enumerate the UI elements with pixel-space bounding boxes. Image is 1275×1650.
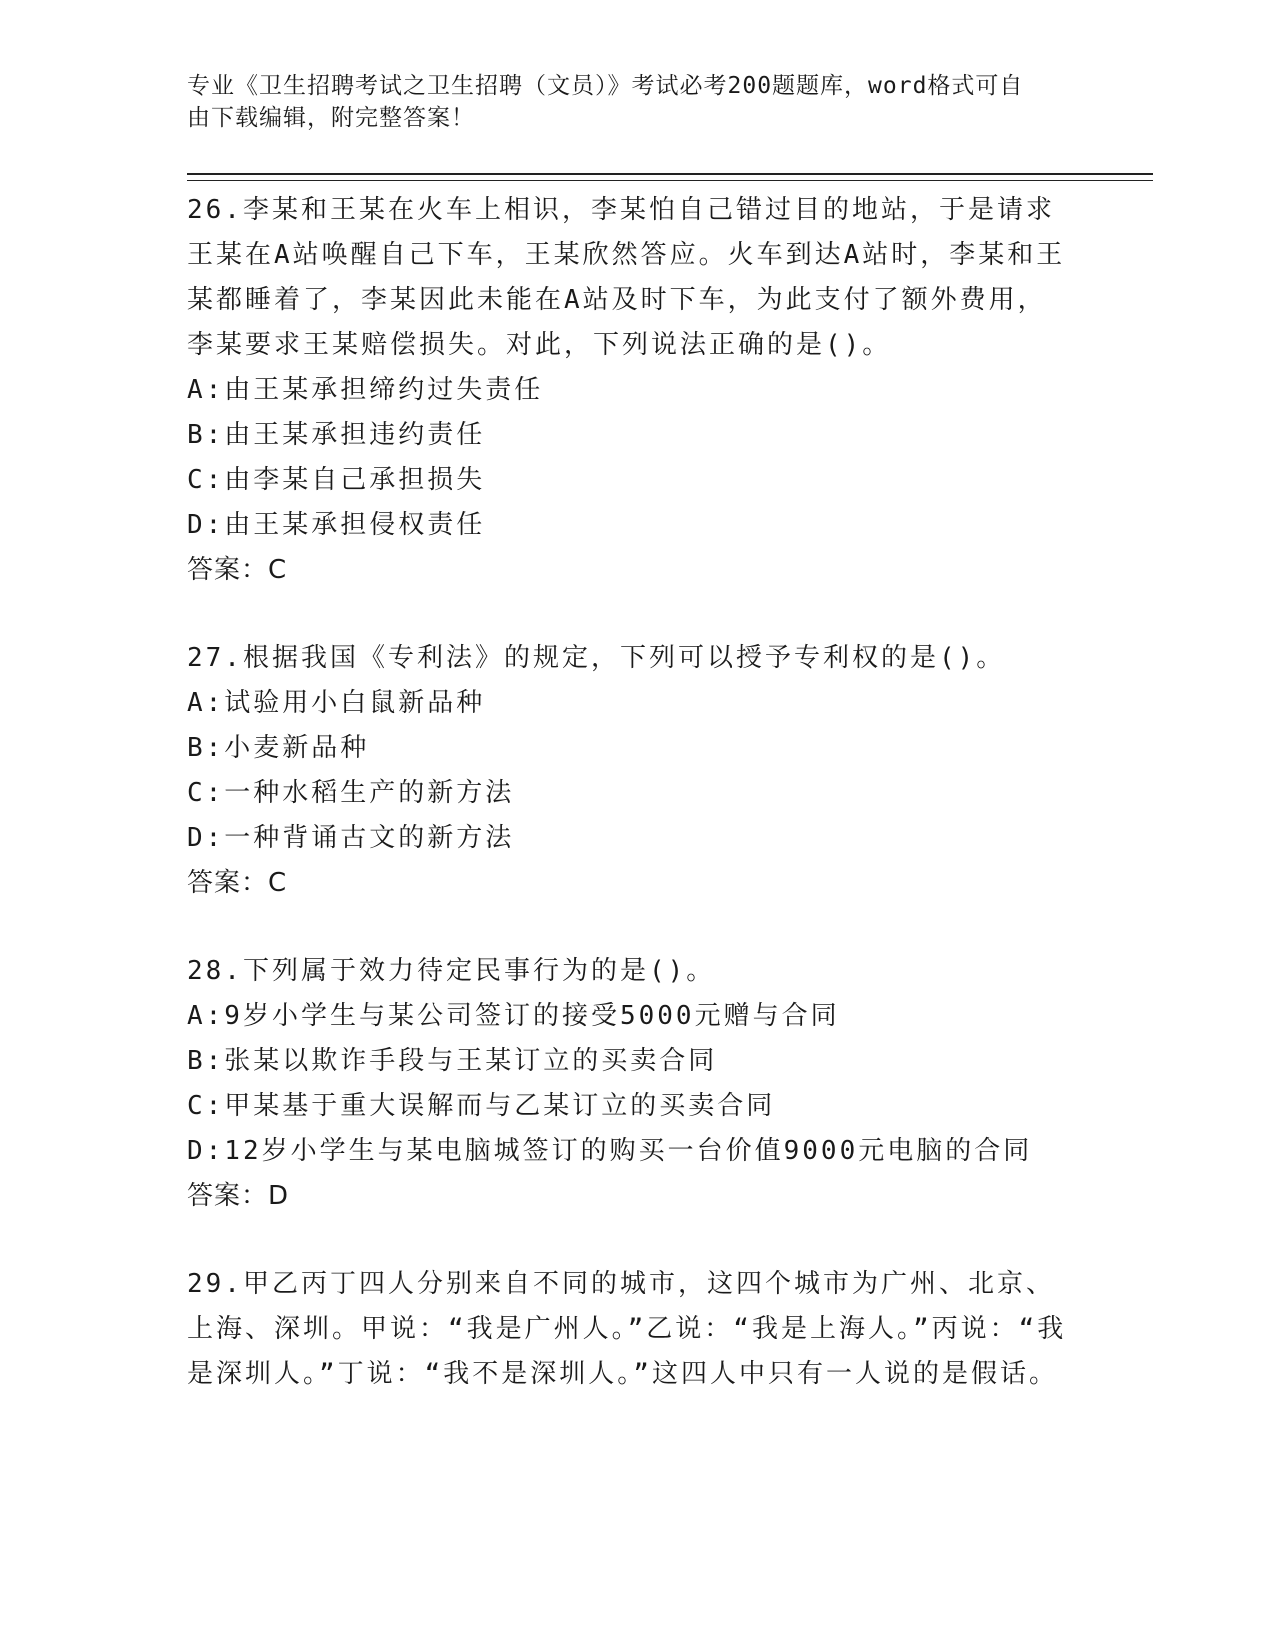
option-c: C:一种水稻生产的新方法 (187, 778, 515, 808)
question-stem: 29.甲乙丙丁四人分别来自不同的城市，这四个城市为广州、北京、上海、深圳。甲说：“我是广州人。”乙说：“我是上海人。”丙说：“我是深圳人。”丁说：“我不是深圳人。”这四人中只有一人说的是假话。 (187, 1269, 1067, 1389)
question-stem: 28.下列属于效力待定民事行为的是()。 (187, 956, 716, 986)
question-stem: 27.根据我国《专利法》的规定，下列可以授予专利权的是()。 (187, 643, 1006, 673)
header-divider-thick (187, 173, 1153, 175)
question-29 (187, 1262, 1067, 1397)
option-b: B:小麦新品种 (187, 733, 370, 763)
question-27 (187, 636, 1067, 906)
header-line-2: 由下载编辑，附完整答案！ (187, 105, 475, 131)
option-d: D:由王某承担侵权责任 (187, 510, 486, 540)
option-b: B:张某以欺诈手段与王某订立的买卖合同 (187, 1046, 718, 1076)
question-stem: 26.李某和王某在火车上相识，李某怕自己错过目的地站，于是请求王某在A站唤醒自己下车，王某欣然答应。火车到达A站时，李某和王某都睡着了，李某因此未能在A站及时下车，为此支付了额外费用，李某要求王某赔偿损失。对此，下列说法正确的是()。 (187, 195, 1066, 360)
option-d: D:12岁小学生与某电脑城签订的购买一台价值9000元电脑的合同 (187, 1136, 1033, 1166)
option-a: A:试验用小白鼠新品种 (187, 688, 486, 718)
option-a: A:9岁小学生与某公司签订的接受5000元赠与合同 (187, 1001, 840, 1031)
option-d: D:一种背诵古文的新方法 (187, 823, 515, 853)
question-26 (187, 188, 1067, 593)
header-divider-thin (187, 180, 1153, 181)
answer: 答案：C (187, 868, 288, 898)
option-c: C:由李某自己承担损失 (187, 465, 486, 495)
option-b: B:由王某承担违约责任 (187, 420, 486, 450)
question-28 (187, 949, 1067, 1219)
answer: 答案：C (187, 555, 288, 585)
answer: 答案：D (187, 1181, 290, 1211)
header-line-1: 专业《卫生招聘考试之卫生招聘（文员）》考试必考200题题库，word格式可自 (187, 73, 1024, 99)
option-c: C:甲某基于重大误解而与乙某订立的买卖合同 (187, 1091, 776, 1121)
document-header (187, 70, 1087, 134)
question-list (187, 188, 1067, 1440)
option-a: A:由王某承担缔约过失责任 (187, 375, 544, 405)
